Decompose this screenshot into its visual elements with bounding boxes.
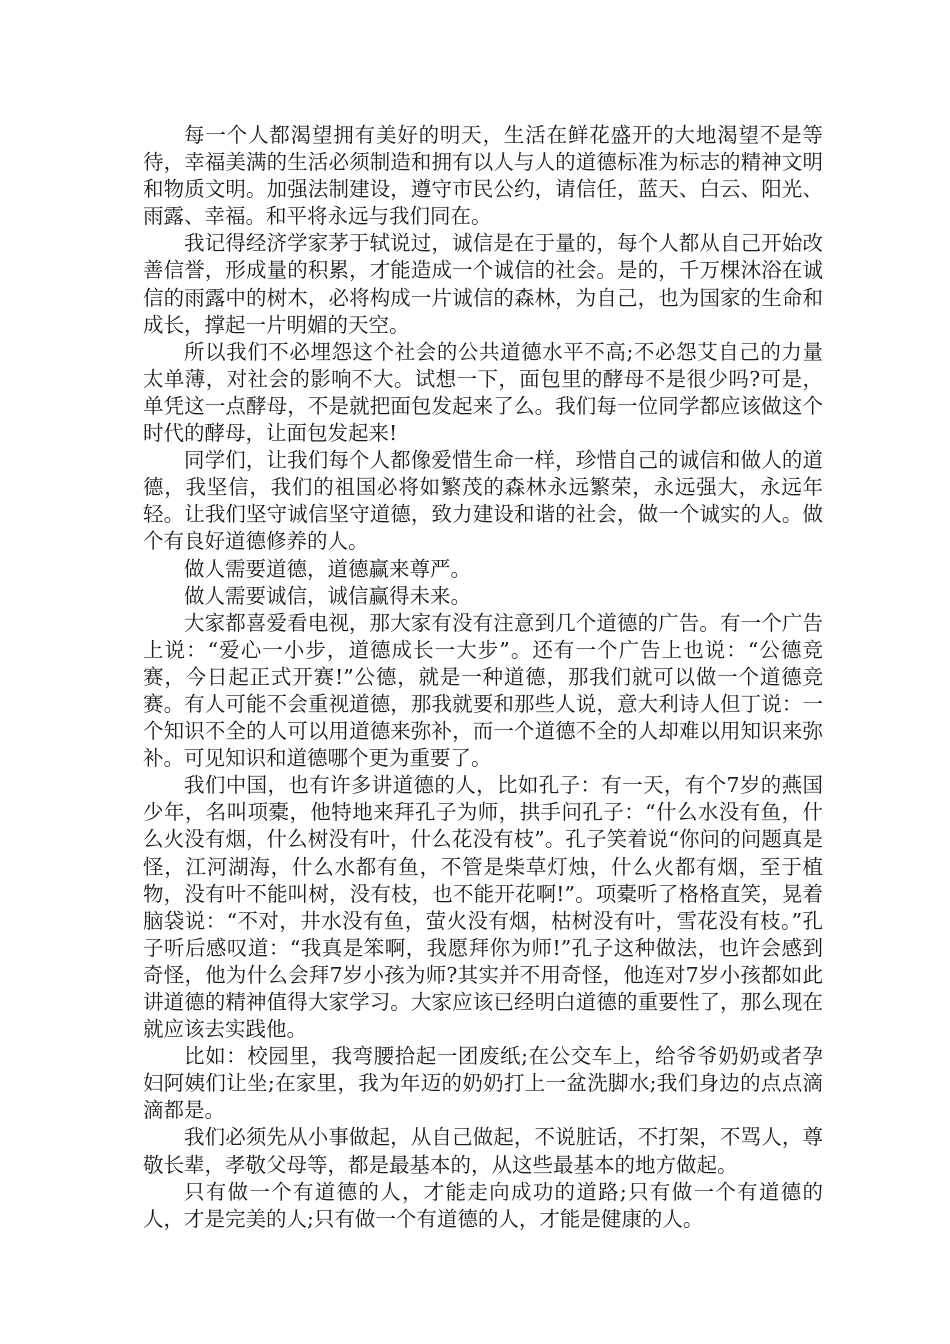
paragraph-1: 每一个人都渴望拥有美好的明天，生活在鲜花盛开的大地渴望不是等待，幸福美满的生活必须制造和拥有以人与人的道德标准为标志的精神文明和物质文明。加强法制建设，遵守市民公约，请信任，蓝天、白云、阳光、雨露、幸福。和平将永远与我们同在。 xyxy=(143,123,823,229)
paragraph-4: 同学们，让我们每个人都像爱惜生命一样，珍惜自己的诚信和做人的道德，我坚信，我们的祖国必将如繁茂的森林永远繁荣，永远强大，永远年轻。让我们坚守诚信坚守道德，致力建设和谐的社会，做一个诚实的人。做个有良好道德修养的人。 xyxy=(143,448,823,554)
paragraph-10: 我们必须先从小事做起，从自己做起，不说脏话，不打架，不骂人，尊敬长辈，孝敬父母等，都是最基本的，从这些最基本的地方做起。 xyxy=(143,1125,823,1177)
paragraph-3: 所以我们不必埋怨这个社会的公共道德水平不高;不必怨艾自己的力量太单薄，对社会的影响不大。试想一下，面包里的酵母不是很少吗?可是，单凭这一点酵母，不是就把面包发起来了么。我们每一位同学都应该做这个时代的酵母，让面包发起来! xyxy=(143,339,823,446)
paragraph-2: 我记得经济学家茅于轼说过，诚信是在于量的，每个人都从自己开始改善信誉，形成量的积累，才能造成一个诚信的社会。是的，千万棵沐浴在诚信的雨露中的树木，必将构成一片诚信的森林，为自己，也为国家的生命和成长，撑起一片明媚的天空。 xyxy=(143,231,823,337)
paragraph-7: 大家都喜爱看电视，那大家有没有注意到几个道德的广告。有一个广告上说：“爱心一小步，道德成长一大步”。还有一个广告上也说：“公德竞赛，今日起正式开赛!”公德，就是一种道德，那我们就可以做一个道德竞赛。有人可能不会重视道德，那我就要和那些人说，意大利诗人但丁说：一个知识不全的人可以用道德来弥补，而一个道德不全的人却难以用知识来弥补。可见知识和道德哪个更为重要了。 xyxy=(143,610,823,771)
paragraph-9: 比如：校园里，我弯腰拾起一团废纸;在公交车上，给爷爷奶奶或者孕妇阿姨们让坐;在家里，我为年迈的奶奶打上一盆洗脚水;我们身边的点点滴滴都是。 xyxy=(143,1044,823,1123)
document-body xyxy=(143,122,823,1233)
paragraph-8: 我们中国，也有许多讲道德的人，比如孔子：有一天，有个7岁的燕国少年，名叫项橐，他特地来拜孔子为师，拱手问孔子：“什么水没有鱼，什么火没有烟，什么树没有叶，什么花没有枝”。孔子笑着说“你问的问题真是怪，江河湖海，什么水都有鱼，不管是柴草灯烛，什么火都有烟，至于植物，没有叶不能叫树，没有枝，也不能开花啊!”。项橐听了格格直笑，晃着脑袋说：“不对，井水没有鱼，萤火没有烟，枯树没有叶，雪花没有枝。”孔子听后感叹道：“我真是笨啊，我愿拜你为师!”孔子这种做法，也许会感到奇怪，他为什么会拜7岁小孩为师?其实并不用奇怪，他连对7岁小孩都如此讲道德的精神值得大家学习。大家应该已经明白道德的重要性了，那么现在就应该去实践他。 xyxy=(143,773,823,1042)
paragraph-11: 只有做一个有道德的人，才能走向成功的道路;只有做一个有道德的人，才是完美的人;只有做一个有道德的人，才能是健康的人。 xyxy=(143,1179,823,1231)
paragraph-6: 做人需要诚信，诚信赢得未来。 xyxy=(184,583,471,608)
paragraph-5: 做人需要道德，道德赢来尊严。 xyxy=(184,556,471,581)
